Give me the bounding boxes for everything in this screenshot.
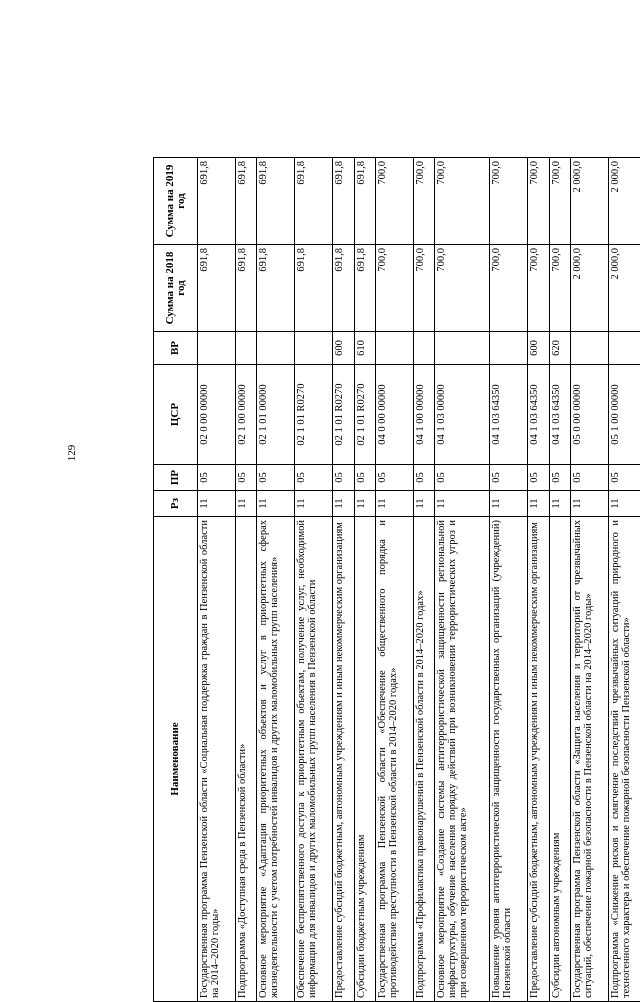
cell-name: Субсидии автономным учреждениям — [549, 517, 570, 1002]
cell-name: Государственная программа Пензенской области «Защита населения и территорий от чрезвычайных ситуаций, обеспечение пожарной безопасности в Пензенской области на 2014–2020 годы» — [570, 517, 608, 1002]
cell-sum-2019: 700,0 — [490, 158, 528, 245]
cell-csr: 04 1 03 00000 — [435, 365, 490, 465]
cell-pr: 05 — [354, 465, 375, 491]
table-row — [333, 158, 354, 1002]
cell-rz: 11 — [236, 491, 257, 517]
cell-sum-2018: 700,0 — [414, 245, 435, 332]
cell-name: Государственная программа Пензенской области «Социальная поддержка граждан в Пензенской области на 2014–2020 годы» — [198, 517, 236, 1002]
table-row — [257, 158, 295, 1002]
cell-pr: 05 — [257, 465, 295, 491]
cell-pr: 05 — [376, 465, 414, 491]
cell-csr: 02 0 00 00000 — [198, 365, 236, 465]
cell-sum-2018: 700,0 — [490, 245, 528, 332]
cell-sum-2018: 691,8 — [354, 245, 375, 332]
cell-csr: 02 1 01 R0270 — [295, 365, 333, 465]
cell-csr: 02 1 01 R0270 — [333, 365, 354, 465]
cell-csr: 05 0 00 00000 — [570, 365, 608, 465]
cell-sum-2019: 691,8 — [257, 158, 295, 245]
header-sum-2018: Сумма на 2018 год — [154, 245, 198, 332]
cell-sum-2018: 691,8 — [333, 245, 354, 332]
cell-csr: 05 1 00 00000 — [608, 365, 640, 465]
cell-sum-2018: 691,8 — [198, 245, 236, 332]
cell-sum-2018: 700,0 — [549, 245, 570, 332]
cell-vr: 600 — [528, 332, 549, 365]
cell-vr: 600 — [333, 332, 354, 365]
table-row — [376, 158, 414, 1002]
cell-pr: 05 — [608, 465, 640, 491]
header-vr: ВР — [154, 332, 198, 365]
cell-sum-2019: 700,0 — [435, 158, 490, 245]
cell-csr: 04 1 03 64350 — [549, 365, 570, 465]
header-pr: ПР — [154, 465, 198, 491]
rotated-page-content — [153, 158, 640, 1002]
header-sum-2019: Сумма на 2019 год — [154, 158, 198, 245]
cell-rz: 11 — [354, 491, 375, 517]
cell-name: Подпрограмма «Профилактика правонарушений в Пензенской области в 2014–2020 годах» — [414, 517, 435, 1002]
cell-sum-2019: 700,0 — [549, 158, 570, 245]
cell-sum-2019: 2 000,0 — [570, 158, 608, 245]
cell-pr: 05 — [236, 465, 257, 491]
cell-rz: 11 — [528, 491, 549, 517]
cell-name: Обеспечение беспрепятственного доступа к приоритетным объектам, получение услуг, необходимой информации для инвалидов и других маломобильных групп населения в Пензенской области — [295, 517, 333, 1002]
cell-sum-2018: 2 000,0 — [608, 245, 640, 332]
cell-vr — [490, 332, 528, 365]
cell-pr: 05 — [295, 465, 333, 491]
cell-csr: 04 0 00 00000 — [376, 365, 414, 465]
cell-name: Предоставление субсидий бюджетным, автономным учреждениям и иным некоммерческим организациям — [528, 517, 549, 1002]
cell-name: Подпрограмма «Снижение рисков и смягчение последствий чрезвычайных ситуаций природного и техногенного характера и обеспечение пожарной безопасности Пензенской области» — [608, 517, 640, 1002]
cell-pr: 05 — [549, 465, 570, 491]
table-row — [295, 158, 333, 1002]
cell-sum-2019: 700,0 — [414, 158, 435, 245]
cell-sum-2019: 691,8 — [198, 158, 236, 245]
cell-vr — [570, 332, 608, 365]
table-row — [236, 158, 257, 1002]
table-row — [608, 158, 640, 1002]
cell-csr: 04 1 03 64350 — [528, 365, 549, 465]
cell-sum-2018: 2 000,0 — [570, 245, 608, 332]
budget-table — [153, 157, 640, 1002]
cell-vr — [414, 332, 435, 365]
table-row — [490, 158, 528, 1002]
cell-name: Государственная программа Пензенской области «Обеспечение общественного порядка и противодействие преступности в Пензенской области в 2014–2020 годах» — [376, 517, 414, 1002]
header-rz: Рз — [154, 491, 198, 517]
cell-sum-2018: 700,0 — [376, 245, 414, 332]
cell-sum-2018: 700,0 — [435, 245, 490, 332]
cell-sum-2018: 700,0 — [528, 245, 549, 332]
cell-rz: 11 — [549, 491, 570, 517]
cell-rz: 11 — [333, 491, 354, 517]
cell-sum-2019: 2 000,0 — [608, 158, 640, 245]
cell-sum-2019: 691,8 — [236, 158, 257, 245]
cell-csr: 02 1 00 00000 — [236, 365, 257, 465]
table-row — [354, 158, 375, 1002]
cell-sum-2018: 691,8 — [257, 245, 295, 332]
cell-name: Субсидии бюджетным учреждениям — [354, 517, 375, 1002]
cell-vr — [376, 332, 414, 365]
table-row — [198, 158, 236, 1002]
cell-sum-2018: 691,8 — [295, 245, 333, 332]
cell-vr — [236, 332, 257, 365]
header-csr: ЦСР — [154, 365, 198, 465]
cell-pr: 05 — [435, 465, 490, 491]
cell-pr: 05 — [414, 465, 435, 491]
table-row — [528, 158, 549, 1002]
cell-rz: 11 — [198, 491, 236, 517]
cell-pr: 05 — [490, 465, 528, 491]
cell-rz: 11 — [257, 491, 295, 517]
cell-vr: 620 — [549, 332, 570, 365]
page-number: 129 — [66, 444, 78, 462]
cell-sum-2018: 691,8 — [236, 245, 257, 332]
cell-rz: 11 — [570, 491, 608, 517]
cell-sum-2019: 700,0 — [528, 158, 549, 245]
cell-vr — [295, 332, 333, 365]
table-header-row — [154, 158, 198, 1002]
cell-vr — [257, 332, 295, 365]
cell-rz: 11 — [295, 491, 333, 517]
cell-rz: 11 — [490, 491, 528, 517]
cell-vr — [435, 332, 490, 365]
cell-pr: 05 — [198, 465, 236, 491]
cell-csr: 04 1 03 64350 — [490, 365, 528, 465]
cell-rz: 11 — [608, 491, 640, 517]
cell-sum-2019: 691,8 — [333, 158, 354, 245]
cell-pr: 05 — [528, 465, 549, 491]
table-row — [549, 158, 570, 1002]
cell-name: Повышение уровня антитеррористической защищенности государственных организаций (учреждений) Пензенской области — [490, 517, 528, 1002]
cell-sum-2019: 691,8 — [354, 158, 375, 245]
cell-vr — [608, 332, 640, 365]
cell-sum-2019: 700,0 — [376, 158, 414, 245]
cell-rz: 11 — [376, 491, 414, 517]
table-row — [570, 158, 608, 1002]
cell-vr — [198, 332, 236, 365]
cell-name: Основное мероприятие «Адаптация приоритетных объектов и услуг в приоритетных сферах жизнедеятельности с учетом потребностей инвалидов и других маломобильных групп населения» — [257, 517, 295, 1002]
cell-csr: 02 1 01 R0270 — [354, 365, 375, 465]
cell-name: Предоставление субсидий бюджетным, автономным учреждениям и иным некоммерческим организациям — [333, 517, 354, 1002]
header-name: Наименование — [154, 517, 198, 1002]
cell-sum-2019: 691,8 — [295, 158, 333, 245]
cell-name: Основное мероприятие «Создание системы антитеррористической защищенности региональной инфраструктуры, обучение населения порядку действий при возникновении террористических угроз и при совершенном террористическом акте» — [435, 517, 490, 1002]
cell-rz: 11 — [435, 491, 490, 517]
cell-pr: 05 — [333, 465, 354, 491]
cell-rz: 11 — [414, 491, 435, 517]
cell-vr: 610 — [354, 332, 375, 365]
cell-csr: 04 1 00 00000 — [414, 365, 435, 465]
cell-pr: 05 — [570, 465, 608, 491]
cell-csr: 02 1 01 00000 — [257, 365, 295, 465]
table-row — [435, 158, 490, 1002]
cell-name: Подпрограмма «Доступная среда в Пензенской области» — [236, 517, 257, 1002]
table-row — [414, 158, 435, 1002]
